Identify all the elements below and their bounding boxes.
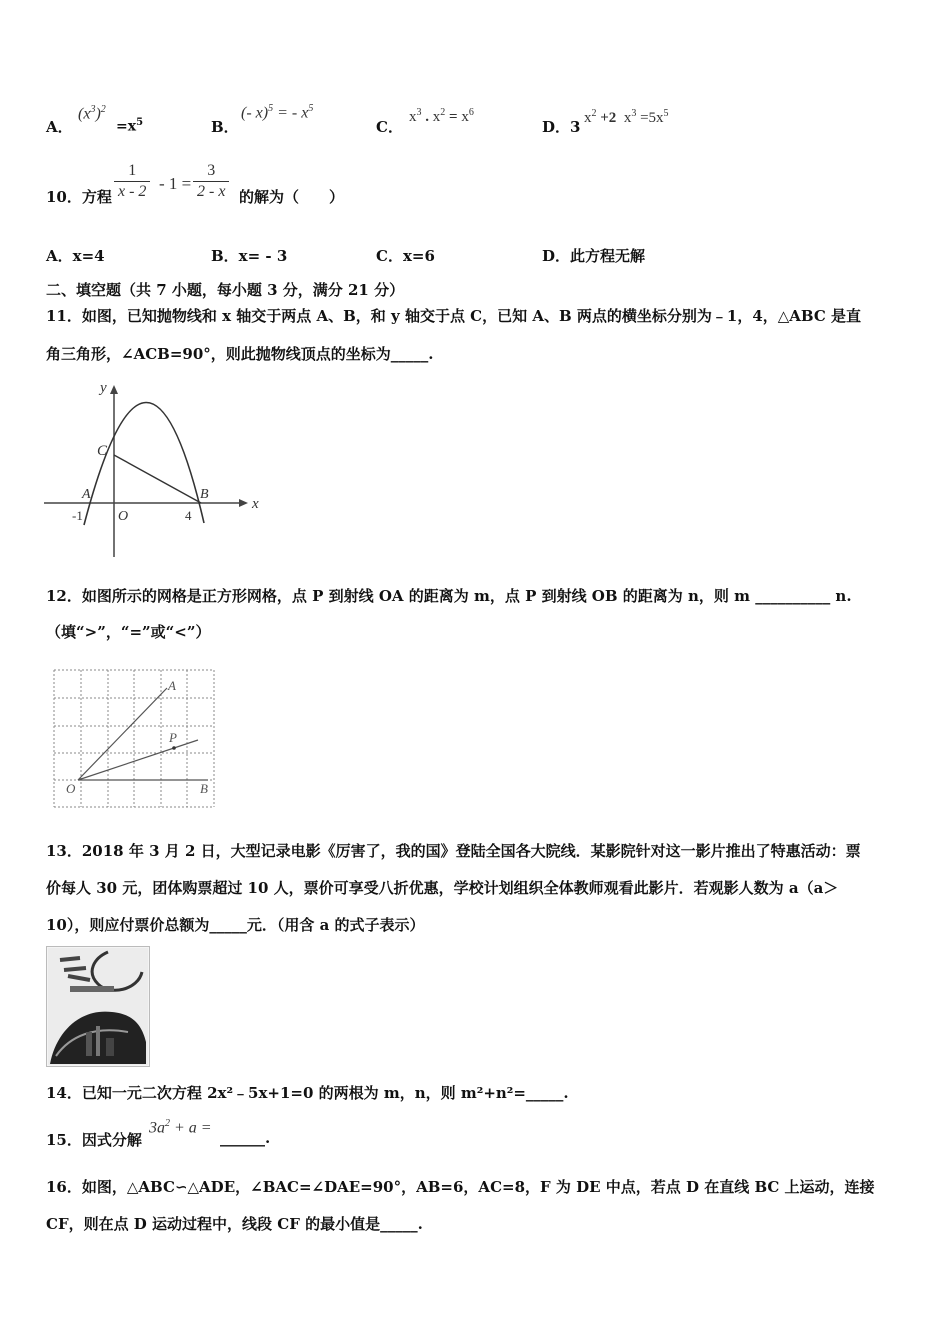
q15-suffix: ______. bbox=[220, 1129, 271, 1147]
q9-option-d-math: $x^2 +2$ $x^3 =5x^5$ bbox=[584, 108, 669, 126]
label-a: A bbox=[168, 678, 176, 693]
q10-option-a: A．x=4 bbox=[46, 247, 105, 265]
q15-prefix: 15．因式分解 bbox=[46, 1131, 142, 1149]
q9-option-d: D．3 bbox=[542, 118, 581, 136]
label-o: O bbox=[118, 509, 129, 524]
section-heading-fill-in: 二、填空题（共 7 小题，每小题 3 分，满分 21 分） bbox=[46, 281, 405, 299]
x-axis-arrow bbox=[239, 499, 248, 507]
q10-fraction-1: $\frac{1}{x - 2}$ bbox=[114, 161, 150, 202]
q13-line1: 13．2018 年 3 月 2 日，大型记录电影《厉害了，我的国》登陆全国各大院线．某影院针对这一影片推出了特惠活动：票 bbox=[46, 842, 861, 860]
movie-poster-image bbox=[46, 946, 150, 1067]
q10-option-d: D．此方程无解 bbox=[542, 247, 646, 265]
q14-text: 14．已知一元二次方程 2x²﹣5x+1=0 的两根为 m，n，则 m²+n²=_____. bbox=[46, 1084, 569, 1102]
parabola-curve bbox=[84, 402, 204, 525]
label-c: C bbox=[97, 443, 108, 459]
label-minus-1: -1 bbox=[72, 508, 83, 523]
q9-option-a-result: $=x^5$ bbox=[116, 117, 144, 135]
square-grid bbox=[54, 670, 214, 807]
ray-oa bbox=[78, 688, 167, 780]
label-b: B bbox=[200, 781, 208, 796]
q11-line2: 角三角形，∠ACB=90°，则此抛物线顶点的坐标为_____. bbox=[46, 345, 434, 363]
q10-option-b: B．x= - 3 bbox=[211, 247, 288, 265]
q9-option-c: C． bbox=[376, 118, 403, 136]
q9-option-c-math: $x^3$ . $x^2 = x^6$ bbox=[409, 107, 474, 125]
q12-line2: （填“>”，“=”或“<”） bbox=[46, 623, 211, 641]
q15-math: $3a^2 + a$ = bbox=[149, 1118, 212, 1137]
q16-line2: CF，则在点 D 运动过程中，线段 CF 的最小值是_____. bbox=[46, 1215, 423, 1233]
q10-fraction-2: $\frac{3}{2 - x}$ bbox=[193, 161, 229, 202]
label-4: 4 bbox=[185, 508, 192, 523]
y-axis-arrow bbox=[110, 385, 118, 394]
q10-option-c: C．x=6 bbox=[376, 247, 435, 265]
q16-line1: 16．如图，△ABC∽△ADE，∠BAC=∠DAE=90°，AB=6，AC=8，F 为 DE 中点，若点 D 在直线 BC 上运动，连接 bbox=[46, 1178, 875, 1196]
q13-line3: 10），则应付票价总额为_____元．（用含 a 的式子表示） bbox=[46, 916, 425, 934]
label-a: A bbox=[82, 487, 91, 502]
q9-option-b-math: (- x)$^5$ = - $x^5$ bbox=[241, 103, 314, 122]
q13-line2: 价每人 30 元，团体购票超过 10 人，票价可享受八折优惠，学校计划组织全体教师观看此影片．若观影人数为 a（a＞ bbox=[46, 879, 839, 897]
q10-prefix: 10．方程 bbox=[46, 188, 112, 206]
ray-op bbox=[78, 740, 198, 780]
q12-line1: 12．如图所示的网格是正方形网格，点 P 到射线 OA 的距离为 m，点 P 到射线 OB 的距离为 n，则 m __________ n. bbox=[46, 587, 852, 605]
q10-middle: - 1 = bbox=[159, 174, 192, 193]
q11-parabola-figure bbox=[40, 377, 270, 562]
q9-option-b: B． bbox=[211, 118, 239, 136]
label-y: y bbox=[100, 380, 107, 396]
label-b: B bbox=[200, 487, 209, 502]
point-p bbox=[172, 746, 176, 750]
q12-grid-figure bbox=[48, 664, 223, 810]
label-o: O bbox=[66, 781, 76, 796]
q9-option-a-math: $(x^3)^2$ bbox=[78, 104, 106, 123]
label-p: P bbox=[169, 730, 177, 745]
q9-option-a: A． bbox=[46, 118, 73, 136]
label-x: x bbox=[252, 496, 259, 512]
q10-suffix: 的解为（ ） bbox=[239, 188, 345, 206]
q11-line1: 11．如图，已知抛物线和 x 轴交于两点 A、B，和 y 轴交于点 C，已知 A、B 两点的横坐标分别为﹣1，4，△ABC 是直 bbox=[46, 307, 862, 325]
